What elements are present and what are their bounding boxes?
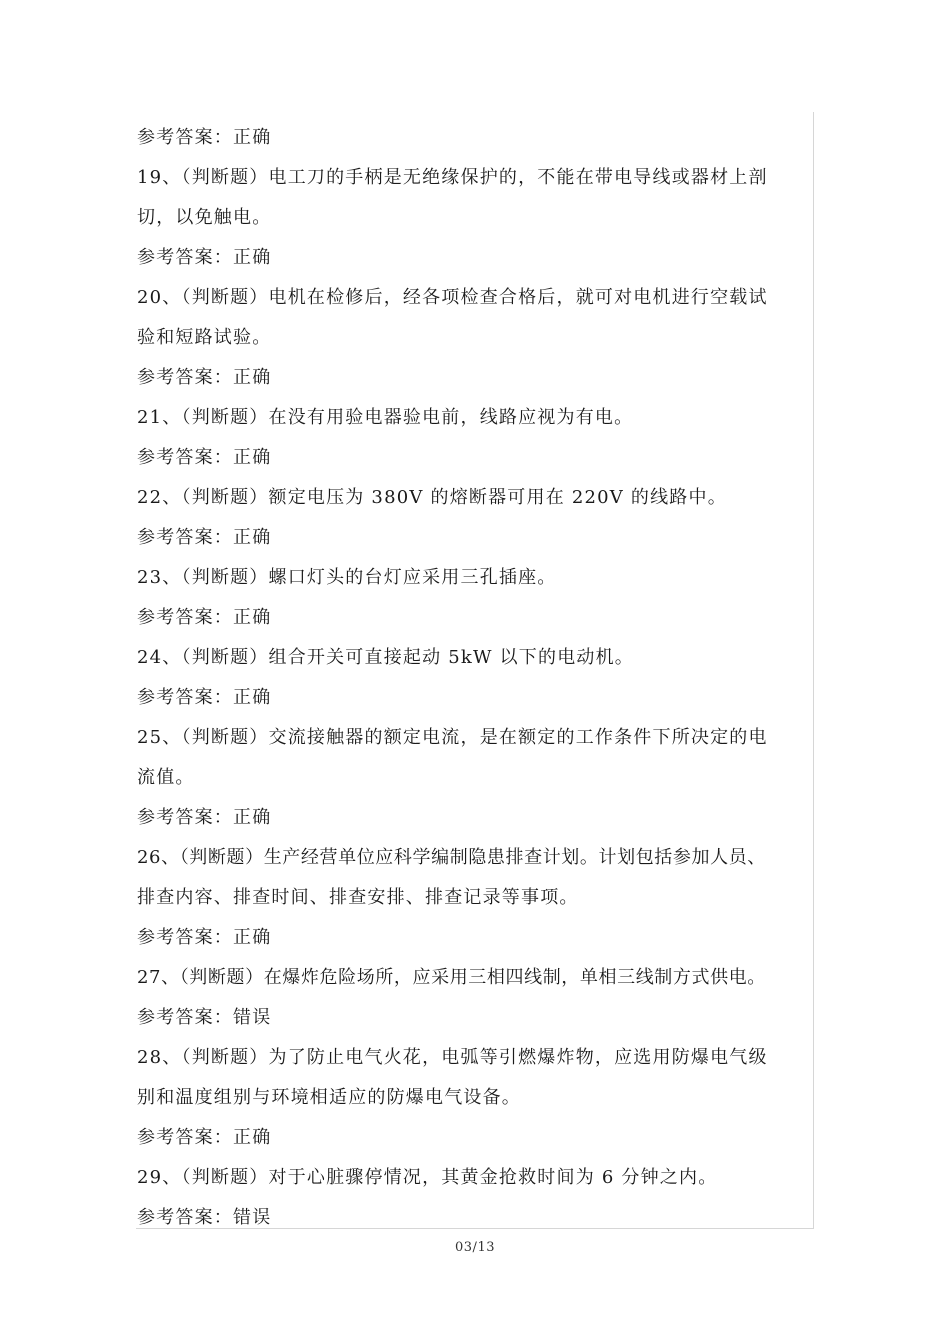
question-21: 21、（判断题）在没有用验电器验电前，线路应视为有电。 <box>137 407 634 428</box>
answer-26: 参考答案：正确 <box>137 927 272 948</box>
answer-20: 参考答案：正确 <box>137 367 272 388</box>
answer-28: 参考答案：正确 <box>137 1127 272 1148</box>
question-20-line-2: 验和短路试验。 <box>137 327 272 348</box>
question-22: 22、（判断题）额定电压为 380V 的熔断器可用在 220V 的线路中。 <box>137 487 727 508</box>
answer-19: 参考答案：正确 <box>137 247 272 268</box>
answer-24: 参考答案：正确 <box>137 687 272 708</box>
document-body <box>137 118 813 1238</box>
question-24: 24、（判断题）组合开关可直接起动 5kW 以下的电动机。 <box>137 647 635 668</box>
answer-29: 参考答案：错误 <box>137 1207 272 1228</box>
question-28-line-1: 28、（判断题）为了防止电气火花，电弧等引燃爆炸物，应选用防爆电气级 <box>137 1047 768 1068</box>
question-25-line-2: 流值。 <box>137 767 195 788</box>
answer-21: 参考答案：正确 <box>137 447 272 468</box>
question-19-line-2: 切，以免触电。 <box>137 207 272 228</box>
answer-22: 参考答案：正确 <box>137 527 272 548</box>
question-27: 27、（判断题）在爆炸危险场所，应采用三相四线制，单相三线制方式供电。 <box>137 967 766 988</box>
answer-line: 参考答案：正确 <box>137 127 272 148</box>
page-number: 03/13 <box>455 1240 495 1255</box>
question-28-line-2: 别和温度组别与环境相适应的防爆电气设备。 <box>137 1087 521 1108</box>
answer-25: 参考答案：正确 <box>137 807 272 828</box>
question-26-line-2: 排查内容、排查时间、排查安排、排查记录等事项。 <box>137 887 579 908</box>
question-19-line-1: 19、（判断题）电工刀的手柄是无绝缘保护的，不能在带电导线或器材上剖 <box>137 167 768 188</box>
question-23: 23、（判断题）螺口灯头的台灯应采用三孔插座。 <box>137 567 557 588</box>
question-26-line-1: 26、（判断题）生产经营单位应科学编制隐患排查计划。计划包括参加人员、 <box>137 847 766 868</box>
question-25-line-1: 25、（判断题）交流接触器的额定电流，是在额定的工作条件下所决定的电 <box>137 727 768 748</box>
question-29: 29、（判断题）对于心脏骤停情况，其黄金抢救时间为 6 分钟之内。 <box>137 1167 718 1188</box>
answer-27: 参考答案：错误 <box>137 1007 272 1028</box>
question-20-line-1: 20、（判断题）电机在检修后，经各项检查合格后，就可对电机进行空载试 <box>137 287 768 308</box>
answer-23: 参考答案：正确 <box>137 607 272 628</box>
